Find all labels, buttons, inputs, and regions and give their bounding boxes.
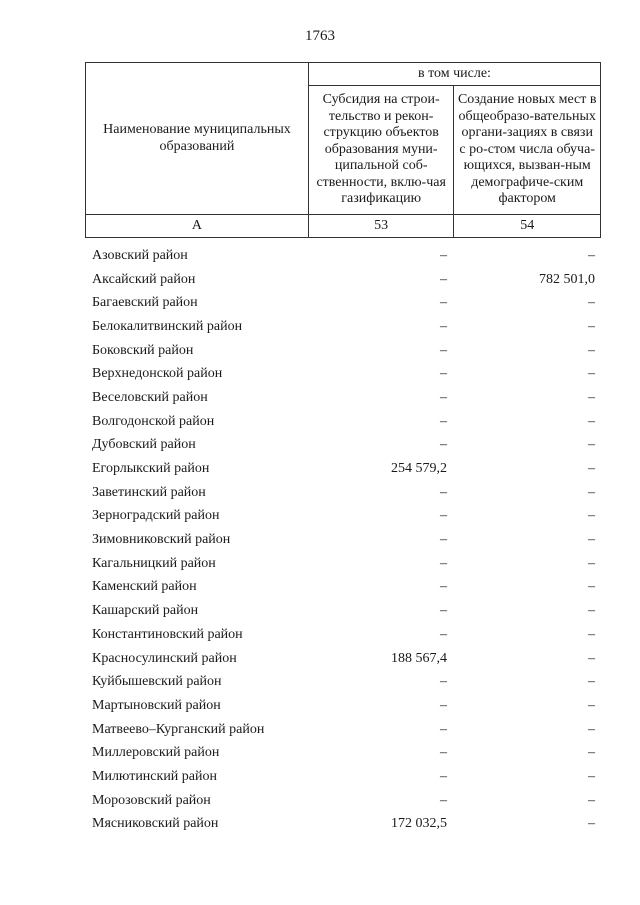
table-row xyxy=(85,670,601,694)
table-row xyxy=(85,481,601,505)
table-row xyxy=(85,386,601,410)
municipality-name: Багаевский район xyxy=(92,295,198,311)
municipality-name: Аксайский район xyxy=(92,271,196,287)
municipality-name: Кагальницкий район xyxy=(92,555,216,571)
column-header-name: Наименование муниципальных образований xyxy=(86,63,309,215)
column-header-53: Субсидия на строи-тельство и рекон-струкцию объектов образования муни-ципальной соб-ственности, вклю-чая газификацию xyxy=(308,86,453,215)
value-col-54: – xyxy=(588,413,595,429)
column-index-a: А xyxy=(86,215,309,238)
table-row xyxy=(85,813,601,837)
value-col-54: – xyxy=(588,555,595,571)
table-row xyxy=(85,623,601,647)
municipality-name: Куйбышевский район xyxy=(92,674,222,690)
column-group-header: в том числе: xyxy=(308,63,600,86)
value-col-54: – xyxy=(588,318,595,334)
table-row xyxy=(85,789,601,813)
value-col-53: 188 567,4 xyxy=(391,650,447,666)
municipality-name: Морозовский район xyxy=(92,792,211,808)
value-col-54: – xyxy=(588,792,595,808)
value-col-53: – xyxy=(440,366,447,382)
table-body xyxy=(85,244,601,836)
value-col-54: – xyxy=(588,603,595,619)
value-col-54: – xyxy=(588,626,595,642)
table-row xyxy=(85,434,601,458)
value-col-53: 172 032,5 xyxy=(391,816,447,832)
value-col-53: – xyxy=(440,626,447,642)
value-col-53: – xyxy=(440,721,447,737)
value-col-54: – xyxy=(588,674,595,690)
table-row xyxy=(85,647,601,671)
table-row xyxy=(85,410,601,434)
table-row xyxy=(85,457,601,481)
value-col-53: – xyxy=(440,579,447,595)
value-col-53: – xyxy=(440,532,447,548)
municipality-name: Милютинский район xyxy=(92,768,218,784)
municipality-name: Верхнедонской район xyxy=(92,366,223,382)
value-col-53: – xyxy=(440,413,447,429)
value-col-53: – xyxy=(440,745,447,761)
municipality-name: Азовский район xyxy=(92,247,188,263)
value-col-54: – xyxy=(588,508,595,524)
table-row xyxy=(85,528,601,552)
value-col-54: – xyxy=(588,745,595,761)
table-header xyxy=(85,62,601,238)
table-row xyxy=(85,268,601,292)
table-row xyxy=(85,599,601,623)
value-col-54: – xyxy=(588,342,595,358)
table-row xyxy=(85,741,601,765)
value-col-54: – xyxy=(588,247,595,263)
value-col-53: – xyxy=(440,318,447,334)
municipality-name: Каменский район xyxy=(92,579,197,595)
column-index-53: 53 xyxy=(308,215,453,238)
municipality-name: Боковский район xyxy=(92,342,194,358)
municipality-name: Миллеровский район xyxy=(92,745,220,761)
table-row xyxy=(85,505,601,529)
municipality-name: Кашарский район xyxy=(92,603,199,619)
table-row xyxy=(85,315,601,339)
column-header-54: Создание новых мест в общеобразо-вательных органи-зациях в связи с ро-стом числа обуча-ющихся, вызван-ным демографиче-ским фактором xyxy=(454,86,601,215)
table-row xyxy=(85,362,601,386)
value-col-54: – xyxy=(588,768,595,784)
municipality-name: Зимовниковский район xyxy=(92,532,231,548)
table-row xyxy=(85,576,601,600)
value-col-53: – xyxy=(440,295,447,311)
value-col-53: – xyxy=(440,508,447,524)
municipality-name: Дубовский район xyxy=(92,437,196,453)
value-col-54: – xyxy=(588,366,595,382)
value-col-54: – xyxy=(588,389,595,405)
municipality-name: Заветинский район xyxy=(92,484,206,500)
table-row xyxy=(85,339,601,363)
value-col-53: – xyxy=(440,768,447,784)
value-col-53: – xyxy=(440,247,447,263)
value-col-54: – xyxy=(588,650,595,666)
table-row xyxy=(85,694,601,718)
value-col-53: – xyxy=(440,342,447,358)
value-col-54: – xyxy=(588,437,595,453)
value-col-54: – xyxy=(588,532,595,548)
municipality-name: Мясниковский район xyxy=(92,816,219,832)
page-number: 1763 xyxy=(305,28,335,44)
value-col-53: – xyxy=(440,697,447,713)
value-col-53: – xyxy=(440,792,447,808)
value-col-54: 782 501,0 xyxy=(539,271,595,287)
value-col-54: – xyxy=(588,816,595,832)
value-col-53: – xyxy=(440,555,447,571)
value-col-54: – xyxy=(588,579,595,595)
value-col-53: – xyxy=(440,603,447,619)
value-col-53: – xyxy=(440,674,447,690)
value-col-54: – xyxy=(588,461,595,477)
table-row xyxy=(85,291,601,315)
column-index-54: 54 xyxy=(454,215,601,238)
table-row xyxy=(85,718,601,742)
municipality-name: Зерноградский район xyxy=(92,508,220,524)
municipality-name: Матвеево–Курганский район xyxy=(92,721,265,737)
municipality-name: Веселовский район xyxy=(92,389,208,405)
table-row xyxy=(85,552,601,576)
municipality-name: Константиновский район xyxy=(92,626,243,642)
value-col-53: – xyxy=(440,389,447,405)
value-col-53: 254 579,2 xyxy=(391,461,447,477)
value-col-53: – xyxy=(440,271,447,287)
municipality-name: Мартыновский район xyxy=(92,697,221,713)
value-col-54: – xyxy=(588,295,595,311)
value-col-54: – xyxy=(588,697,595,713)
municipality-name: Белокалитвинский район xyxy=(92,318,243,334)
value-col-53: – xyxy=(440,437,447,453)
municipality-name: Красносулинский район xyxy=(92,650,237,666)
municipality-name: Волгодонской район xyxy=(92,413,215,429)
value-col-53: – xyxy=(440,484,447,500)
table-row xyxy=(85,765,601,789)
municipality-name: Егорлыкский район xyxy=(92,461,210,477)
value-col-54: – xyxy=(588,484,595,500)
table-row xyxy=(85,244,601,268)
value-col-54: – xyxy=(588,721,595,737)
